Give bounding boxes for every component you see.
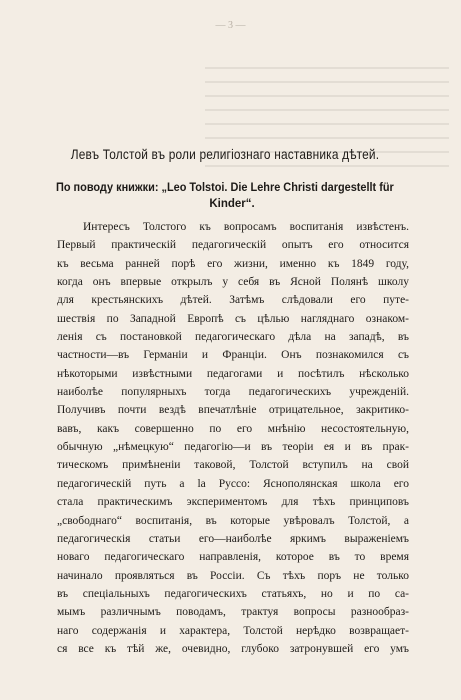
body-line: стала практическимъ экспериментомъ для тѣхъ принциповъ (57, 496, 409, 509)
body-line: для крестьянскихъ дѣтей. Затѣмъ слѣдовали его путе- (57, 294, 409, 307)
body-line: когда онъ впервые открылъ у себя въ Ясной Полянѣ школу (57, 276, 409, 289)
body-line: тическомъ примѣненіи таковой, Толстой вступилъ на свой (57, 459, 409, 472)
subtitle-line: Kinder“. (209, 198, 255, 210)
body-line: шествія по Западной Европѣ съ цѣлью нагляднаго ознаком- (57, 312, 409, 325)
body-line: частности—въ Германіи и Франціи. Онъ познакомился съ (57, 349, 409, 362)
body-line: мымъ различнымъ поводамъ, трактуя вопросы разнообраз- (57, 606, 409, 619)
body-line: Получивъ почти вездѣ впечатлѣніе отрицательное, закритико- (57, 404, 409, 417)
body-line: наиболѣе популярныхъ тогда педагогическихъ учрежденій. (57, 386, 409, 399)
body-line: педагогическій путь а la Руссо: Яснополянская школа его (57, 477, 409, 490)
body-line: педагогическія статьи его—наиболѣе яркимъ выраженіемъ (57, 532, 409, 545)
body-line: Интересъ Толстого къ вопросамъ воспитанія извѣстенъ. (83, 221, 409, 233)
body-line: обычную „нѣмецкую“ педагогію—и въ теоріи ея и въ прак- (57, 441, 409, 454)
article-body (57, 218, 409, 658)
body-line: новаго педагогическаго направленія, которое въ то время (57, 551, 409, 564)
body-line: начинало проявляться въ Россіи. Съ тѣхъ поръ не только (57, 569, 409, 582)
body-line: Первый практическій педагогическій опытъ его относится (57, 239, 409, 252)
body-line: въ спеціальныхъ педагогическихъ статьяхъ, но и по са- (57, 587, 409, 600)
body-line: „свободнаго“ воспитанія, въ которые увѣровалъ Толстой, а (57, 514, 409, 527)
body-line: наго содержанія и характера, Толстой нерѣдко возвращает- (57, 624, 409, 637)
body-line: къ весьма ранней порѣ его жизни, именно къ 1849 году, (57, 257, 409, 270)
body-line: ся все къ тѣй же, очевидно, глубоко затронувшей его умъ (57, 642, 409, 655)
article-subtitle (56, 180, 408, 212)
page-number: — 3 — (215, 20, 246, 31)
body-line: нѣкоторыми извѣстными педагогами и посѣтилъ нѣсколько (57, 367, 409, 380)
body-line: ленія съ постановкой педагогическаго дѣла на западѣ, въ (57, 331, 409, 344)
article-title: Левъ Толстой въ роли религіознаго наставника дѣтей. (70, 146, 380, 162)
subtitle-line: По поводу книжки: „Leo Tolstoi. Die Lehre Christi dargestellt für (56, 182, 394, 194)
body-line: вавъ, какъ совершенно по его мнѣнію несостоятельную, (57, 422, 409, 435)
